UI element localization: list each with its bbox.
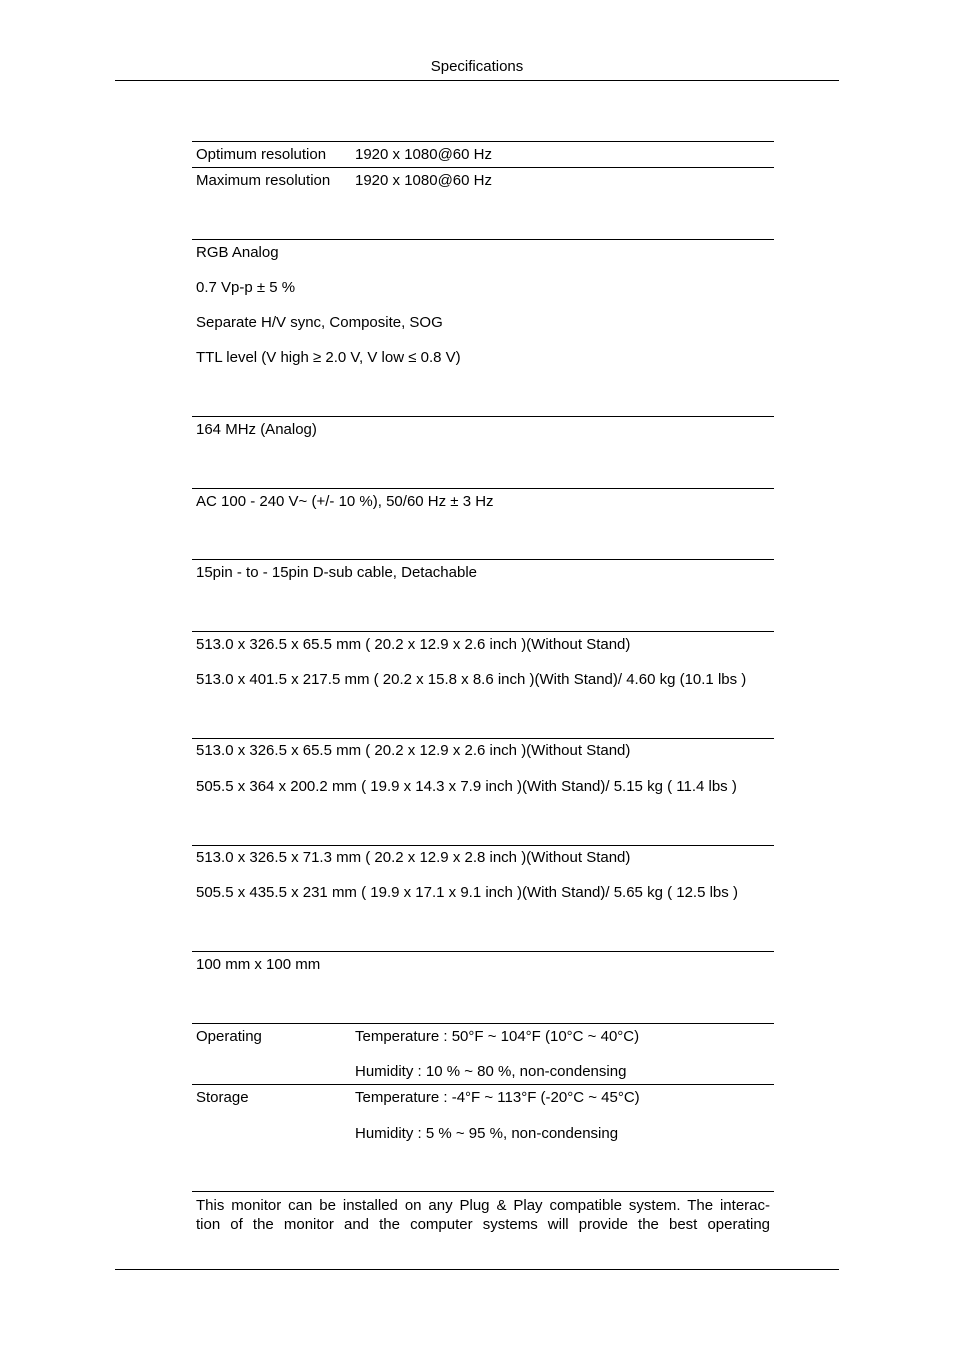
plug-and-play-line: tion of the monitor and the computer systems will provide the best operating xyxy=(196,1216,770,1233)
header-divider xyxy=(115,80,839,81)
section-rule xyxy=(192,559,774,560)
input-sync-type: Separate H/V sync, Composite, SOG xyxy=(196,314,443,331)
plug-and-play-line: This monitor can be installed on any Plug & Play compatible system. The interac- xyxy=(196,1197,770,1214)
table-rule xyxy=(192,141,774,142)
optimum-resolution-label: Optimum resolution xyxy=(196,146,327,163)
power-supply-value: AC 100 - 240 V~ (+/- 10 %), 50/60 Hz ± 3 Hz xyxy=(196,493,494,510)
operating-temperature: Temperature : 50°F ~ 104°F (10°C ~ 40°C) xyxy=(355,1028,640,1045)
section-rule xyxy=(192,951,774,952)
input-signal-level: 0.7 Vp-p ± 5 % xyxy=(196,279,296,296)
operating-humidity: Humidity : 10 % ~ 80 %, non-condensing xyxy=(355,1063,627,1080)
vesa-mount-value: 100 mm x 100 mm xyxy=(196,956,321,973)
section-rule xyxy=(192,488,774,489)
dimensions-without-stand: 513.0 x 326.5 x 65.5 mm ( 20.2 x 12.9 x 2.6 inch )(Without Stand) xyxy=(196,742,631,759)
operating-label: Operating xyxy=(196,1028,262,1045)
footer-divider xyxy=(115,1269,839,1270)
section-rule xyxy=(192,239,774,240)
signal-cable-value: 15pin - to - 15pin D-sub cable, Detachable xyxy=(196,564,478,581)
dimensions-with-stand: 505.5 x 364 x 200.2 mm ( 19.9 x 14.3 x 7.9 inch )(With Stand)/ 5.15 kg ( 11.4 lbs ) xyxy=(196,778,737,795)
dimensions-without-stand: 513.0 x 326.5 x 71.3 mm ( 20.2 x 12.9 x 2.8 inch )(Without Stand) xyxy=(196,849,631,866)
table-rule xyxy=(192,1023,774,1024)
page-title: Specifications xyxy=(430,58,524,75)
section-rule xyxy=(192,738,774,739)
input-signal-type: RGB Analog xyxy=(196,244,279,261)
storage-humidity: Humidity : 5 % ~ 95 %, non-condensing xyxy=(355,1125,619,1142)
section-rule xyxy=(192,631,774,632)
storage-temperature: Temperature : -4°F ~ 113°F (-20°C ~ 45°C) xyxy=(355,1089,640,1106)
dimensions-without-stand: 513.0 x 326.5 x 65.5 mm ( 20.2 x 12.9 x 2.6 inch )(Without Stand) xyxy=(196,636,631,653)
maximum-resolution-value: 1920 x 1080@60 Hz xyxy=(355,172,492,189)
section-rule xyxy=(192,845,774,846)
maximum-resolution-label: Maximum resolution xyxy=(196,172,331,189)
optimum-resolution-value: 1920 x 1080@60 Hz xyxy=(355,146,492,163)
table-rule xyxy=(192,167,774,168)
dimensions-with-stand: 505.5 x 435.5 x 231 mm ( 19.9 x 17.1 x 9.1 inch )(With Stand)/ 5.65 kg ( 12.5 lbs ) xyxy=(196,884,738,901)
plug-and-play-paragraph xyxy=(196,1196,770,1234)
section-rule xyxy=(192,416,774,417)
pixel-clock-value: 164 MHz (Analog) xyxy=(196,421,317,438)
storage-label: Storage xyxy=(196,1089,249,1106)
dimensions-with-stand: 513.0 x 401.5 x 217.5 mm ( 20.2 x 15.8 x 8.6 inch )(With Stand)/ 4.60 kg (10.1 lbs ) xyxy=(196,671,747,688)
section-rule xyxy=(192,1191,774,1192)
table-rule xyxy=(192,1084,774,1085)
input-sync-level: TTL level (V high ≥ 2.0 V, V low ≤ 0.8 V) xyxy=(196,349,461,366)
